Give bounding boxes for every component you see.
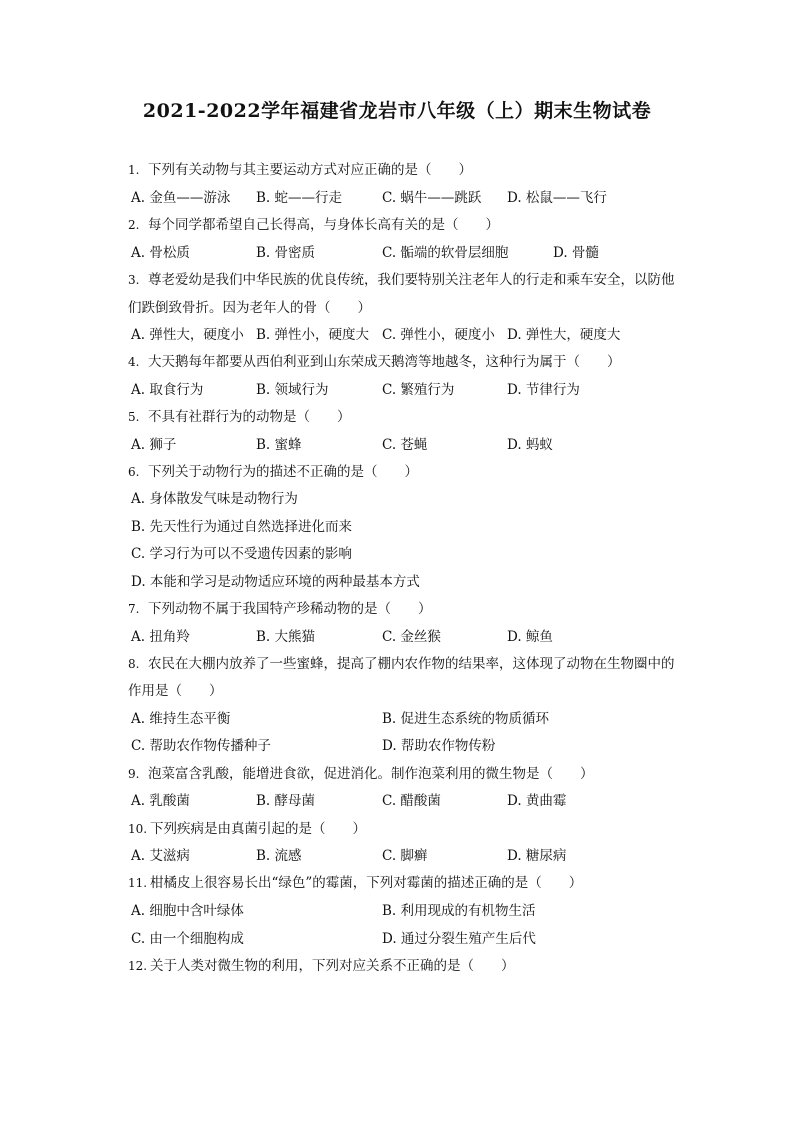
option-d: D. 节律行为 (507, 382, 580, 398)
option-d: D. 蚂蚁 (507, 437, 553, 453)
question-number: 7. (128, 602, 140, 616)
question-stem: 每个同学都希望自己长得高，与身体长高有关的是（ ） (148, 217, 499, 233)
question-stem: 不具有社群行为的动物是（ ） (148, 409, 351, 425)
option-d: D. 本能和学习是动物适应环境的两种最基本方式 (131, 574, 420, 590)
option-d: D. 帮助农作物传粉 (382, 738, 496, 754)
question-10 (128, 816, 698, 843)
question-stem: 关于人类对微生物的利用，下列对应关系不正确的是（ ） (150, 958, 515, 974)
option-a: A. 取食行为 (131, 382, 204, 398)
option-c: C. 学习行为可以不受遗传因素的影响 (131, 546, 352, 562)
option-a: A. 乳酸菌 (131, 793, 190, 809)
question-number: 3. (128, 273, 140, 287)
question-2-options (131, 240, 701, 267)
option-d: D. 黄曲霉 (507, 793, 567, 809)
option-a: A. 身体散发气味是动物行为 (131, 491, 298, 507)
option-b: B. 利用现成的有机物生活 (382, 903, 536, 919)
option-a: A. 金鱼——游泳 (131, 190, 231, 206)
option-a: A. 艾滋病 (131, 848, 190, 864)
option-b: B. 流感 (256, 848, 302, 864)
question-stem: 下列疾病是由真菌引起的是（ ） (150, 821, 366, 837)
question-number: 6. (128, 465, 140, 479)
question-number: 10. (128, 822, 148, 836)
question-8 (128, 651, 698, 678)
question-stem: 大天鹅每年都要从西伯利亚到山东荣成天鹅湾等地越冬，这种行为属于（ ） (148, 354, 621, 370)
option-b: B. 酵母菌 (256, 793, 316, 809)
option-b: B. 促进生态系统的物质循环 (382, 711, 550, 727)
option-c: C. 苍蝇 (382, 437, 428, 453)
exam-title: 2021-2022学年福建省龙岩市八年级（上）期末生物试卷 (142, 100, 652, 122)
option-a: A. 骨松质 (131, 245, 190, 261)
question-stem: 泡菜富含乳酸，能增进食欲，促进消化。制作泡菜利用的微生物是（ ） (148, 766, 594, 782)
question-number: 8. (128, 657, 140, 671)
option-c: C. 蜗牛——跳跃 (382, 190, 482, 206)
option-b: B. 先天性行为通过自然选择进化而来 (131, 519, 353, 535)
question-4 (128, 349, 698, 376)
question-number: 1. (128, 163, 140, 177)
option-b: B. 大熊猫 (256, 629, 316, 645)
option-d: D. 骨髓 (553, 245, 599, 261)
option-b: B. 蜜蜂 (256, 437, 302, 453)
option-c: C. 由一个细胞构成 (131, 931, 244, 947)
question-stem: 下列有关动物与其主要运动方式对应正确的是（ ） (148, 162, 472, 178)
question-9-options (131, 788, 701, 815)
option-c: C. 弹性小，硬度小 (382, 327, 495, 343)
option-b: B. 骨密质 (256, 245, 316, 261)
option-c: C. 金丝猴 (382, 629, 441, 645)
option-c: C. 醋酸菌 (382, 793, 441, 809)
question-stem: 农民在大棚内放养了一些蜜蜂，提高了棚内农作物的结果率，这体现了动物在生物圈中的 (148, 656, 675, 672)
question-number: 5. (128, 410, 140, 424)
question-8-continuation: 作用是（ ） (128, 683, 223, 699)
question-1-options (131, 185, 701, 212)
question-7 (128, 596, 698, 623)
question-11 (128, 870, 698, 897)
option-a: A. 狮子 (131, 437, 177, 453)
question-11-options-row-2 (131, 926, 701, 953)
option-c: C. 骺端的软骨层细胞 (382, 245, 509, 261)
question-number: 9. (128, 767, 140, 781)
option-b: B. 蛇——行走 (256, 190, 343, 206)
question-5-options (131, 432, 701, 459)
question-number: 12. (128, 959, 148, 973)
question-7-options (131, 624, 701, 651)
option-c: C. 繁殖行为 (382, 382, 455, 398)
question-12 (128, 953, 698, 980)
question-stem: 尊老爱幼是我们中华民族的优良传统，我们要特别关注老年人的行走和乘车安全，以防他 (148, 272, 675, 288)
question-3-continuation: 们跌倒致骨折。因为老年人的骨（ ） (128, 300, 371, 316)
question-5 (128, 404, 698, 431)
question-stem: 下列关于动物行为的描述不正确的是（ ） (148, 464, 418, 480)
question-number: 11. (128, 876, 148, 890)
question-8-options-row-2 (131, 733, 701, 760)
option-b: B. 弹性小，硬度大 (256, 327, 370, 343)
option-d: D. 鲸鱼 (507, 629, 553, 645)
option-d: D. 通过分裂生殖产生后代 (382, 931, 536, 947)
question-4-options (131, 377, 701, 404)
option-a: A. 弹性大，硬度小 (131, 327, 244, 343)
question-3-options (131, 322, 701, 349)
option-a: A. 维持生态平衡 (131, 711, 231, 727)
option-c: C. 脚癣 (382, 848, 428, 864)
option-a: A. 细胞中含叶绿体 (131, 903, 244, 919)
option-d: D. 松鼠——飞行 (507, 190, 607, 206)
question-9 (128, 761, 698, 788)
question-stem: 柑橘皮上很容易长出“绿色”的霉菌，下列对霉菌的描述正确的是（ ） (150, 875, 583, 891)
question-stem: 下列动物不属于我国特产珍稀动物的是（ ） (148, 601, 432, 617)
question-1 (128, 157, 698, 184)
option-b: B. 领域行为 (256, 382, 329, 398)
option-d: D. 糖尿病 (507, 848, 567, 864)
option-a: A. 扭角羚 (131, 629, 190, 645)
question-2 (128, 212, 698, 239)
question-11-options-row-1 (131, 898, 701, 925)
option-c: C. 帮助农作物传播种子 (131, 738, 271, 754)
question-8-options-row-1 (131, 706, 701, 733)
option-d: D. 弹性大，硬度大 (507, 327, 621, 343)
question-10-options (131, 843, 701, 870)
question-number: 2. (128, 218, 140, 232)
question-6 (128, 459, 698, 486)
question-number: 4. (128, 355, 140, 369)
question-3 (128, 267, 698, 294)
